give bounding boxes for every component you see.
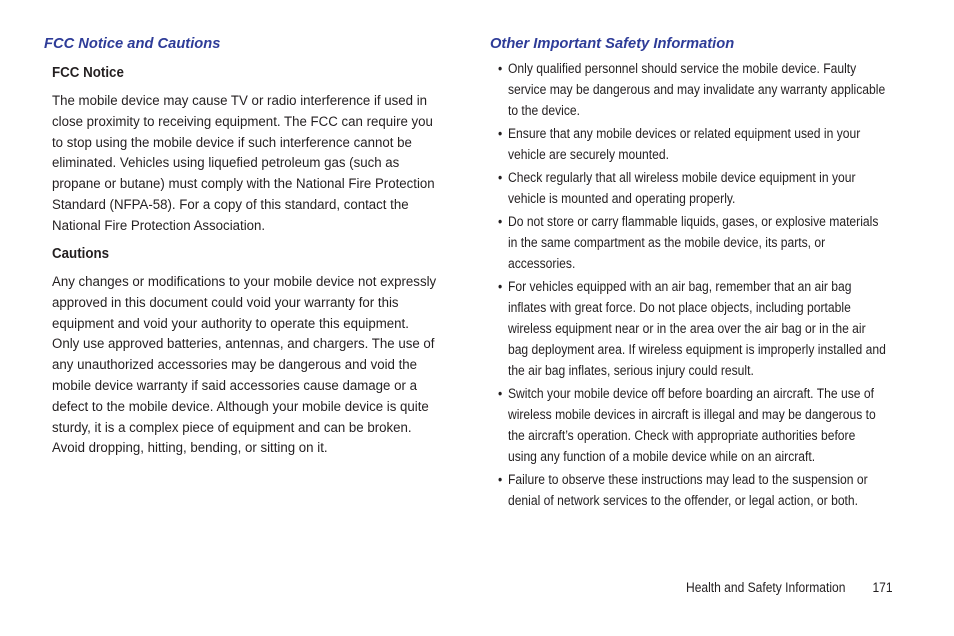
text-line: close proximity to receiving equipment. The FCC can require you [52, 113, 433, 130]
text-line: wireless equipment near or in the area over the air bag or in the air [507, 321, 866, 336]
text-line: For vehicles equipped with an air bag, remember that an air bag [507, 279, 852, 294]
bullet-icon: • [498, 279, 503, 294]
text-line: Standard (NFPA-58). For a copy of this standard, contact the [52, 196, 409, 213]
safety-section-heading: Other Important Safety Information [490, 35, 735, 52]
text-line: Check regularly that all wireless mobile device equipment in your [507, 170, 856, 185]
text-line: denial of network services to the offender, or legal action, or both. [507, 493, 859, 508]
text-line: defect to the mobile device. Although your mobile device is quite [52, 398, 429, 415]
page-number: 171 [872, 580, 893, 595]
text-line: Ensure that any mobile devices or related equipment used in your [507, 126, 861, 141]
bullet-icon: • [498, 170, 503, 185]
bullet-icon: • [498, 472, 503, 487]
text-line: inflates with great force. Do not place objects, including portable [507, 300, 851, 315]
safety-bullet-list [498, 58, 918, 511]
page-footer [686, 578, 893, 598]
bullet-icon: • [498, 214, 503, 229]
fcc-section-heading: FCC Notice and Cautions [44, 35, 221, 52]
text-line: Avoid dropping, hitting, bending, or sitting on it. [52, 440, 328, 457]
list-item [498, 469, 915, 511]
list-item [498, 383, 915, 467]
text-line: Any changes or modifications to your mobile device not expressly [52, 274, 437, 290]
fcc-notice-paragraph [52, 91, 454, 237]
text-line: vehicle is mounted and operating properly. [507, 191, 736, 206]
list-item [498, 211, 915, 274]
text-line: to the device. [507, 103, 581, 118]
text-line: service may be dangerous and may invalidate any warranty applicable [507, 82, 886, 97]
text-line: Failure to observe these instructions may lead to the suspension or [507, 472, 868, 487]
cautions-paragraph [52, 272, 454, 459]
footer-section-label: Health and Safety Information [686, 580, 846, 595]
fcc-notice-title: FCC Notice [52, 65, 124, 81]
text-line: eliminated. Vehicles using liquefied petroleum gas (such as [52, 155, 400, 172]
bullet-icon: • [498, 386, 503, 401]
text-line: Switch your mobile device off before boarding an aircraft. The use of [507, 386, 874, 401]
text-line: in the same compartment as the mobile device, its parts, or [507, 235, 826, 250]
text-line: accessories. [507, 256, 576, 271]
text-line: bag deployment area. If wireless equipment is improperly installed and [507, 342, 886, 357]
cautions-title: Cautions [52, 246, 110, 262]
bullet-icon: • [498, 61, 503, 76]
text-line: Only qualified personnel should service the mobile device. Faulty [507, 61, 857, 76]
text-line: propane or butane) must comply with the National Fire Protection [52, 176, 435, 193]
text-line: equipment and void your authority to operate this equipment. [52, 315, 409, 332]
list-item [498, 58, 915, 121]
bullet-icon: • [498, 126, 503, 141]
text-line: Only use approved batteries, antennas, and chargers. The use of [52, 336, 435, 353]
text-line: using any function of a mobile device while on an aircraft. [507, 449, 816, 464]
text-line: to stop using the mobile device if such interference cannot be [52, 134, 412, 151]
text-line: Do not store or carry flammable liquids, gases, or explosive materials [507, 214, 879, 229]
text-line: the aircraft’s operation. Check with appropriate authorities before [507, 428, 856, 443]
text-line: wireless mobile devices in aircraft is illegal and may be dangerous to [507, 407, 876, 422]
text-line: The mobile device may cause TV or radio interference if used in [52, 93, 428, 109]
text-line: sturdy, it is a complex piece of equipment and can be broken. [52, 419, 412, 436]
text-line: mobile device warranty if said accessories cause damage or a [52, 377, 417, 394]
list-item [498, 167, 915, 209]
text-line: the air bag inflates, serious injury could result. [507, 363, 754, 378]
text-line: vehicle are securely mounted. [507, 147, 669, 162]
text-line: approved in this document could void your warranty for this [52, 294, 399, 311]
list-item [498, 276, 915, 381]
text-line: any unauthorized accessories may be dangerous and void the [52, 357, 418, 374]
text-line: National Fire Protection Association. [52, 217, 266, 234]
list-item [498, 123, 915, 165]
